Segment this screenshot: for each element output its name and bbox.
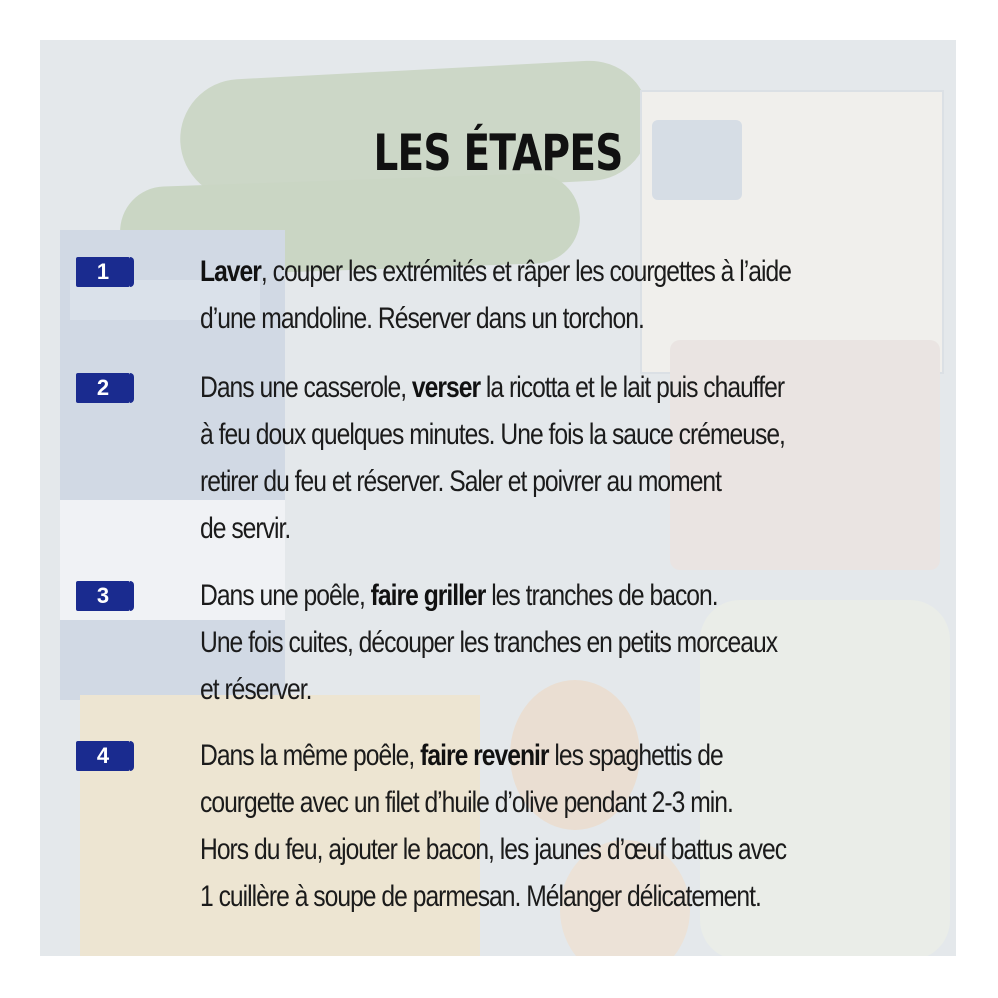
step-number-badge: 1 (76, 257, 130, 287)
recipe-card (40, 40, 956, 956)
step-line: et réserver. (200, 673, 312, 706)
step-line: Hors du feu, ajouter le bacon, les jaunes d’œuf battus avec (200, 833, 787, 866)
step-text (200, 732, 940, 920)
step-line (200, 732, 940, 779)
step-verb: faire griller (370, 579, 486, 612)
step-line-text: la ricotta et le lait puis chauffer (480, 371, 785, 404)
step-line-text: les spaghettis de (548, 739, 723, 772)
step-verb: verser (411, 371, 481, 404)
step-line (200, 364, 940, 411)
step-line (200, 572, 940, 619)
step-1 (76, 248, 956, 342)
step-line-text: les tranches de bacon. (485, 579, 718, 612)
step-number-badge: 4 (76, 741, 130, 771)
step-line-text: , couper les extrémités et râper les courgettes à l’aide (260, 255, 791, 288)
step-line: à feu doux quelques minutes. Une fois la sauce crémeuse, (200, 418, 785, 451)
step-line-text: Dans la même poêle, (200, 739, 421, 772)
step-verb: Laver (200, 255, 261, 288)
step-line (200, 248, 940, 295)
step-line: 1 cuillère à soupe de parmesan. Mélanger délicatement. (200, 880, 761, 913)
step-text (200, 248, 940, 342)
step-4 (76, 732, 956, 920)
step-line-text: Dans une casserole, (200, 371, 412, 404)
step-line: d’une mandoline. Réserver dans un torchon. (200, 302, 644, 335)
step-number-badge: 2 (76, 373, 130, 403)
step-2 (76, 364, 956, 552)
step-line: retirer du feu et réserver. Saler et poivrer au moment (200, 465, 722, 498)
step-text (200, 572, 940, 713)
step-3 (76, 572, 956, 713)
step-line: de servir. (200, 512, 291, 545)
step-line: Une fois cuites, découper les tranches en petits morceaux (200, 626, 778, 659)
step-verb: faire revenir (420, 739, 549, 772)
step-line: courgette avec un filet d’huile d’olive pendant 2-3 min. (200, 786, 733, 819)
page-title: LES ÉTAPES (373, 124, 623, 182)
step-line-text: Dans une poêle, (200, 579, 371, 612)
step-text (200, 364, 940, 552)
step-number-badge: 3 (76, 581, 130, 611)
